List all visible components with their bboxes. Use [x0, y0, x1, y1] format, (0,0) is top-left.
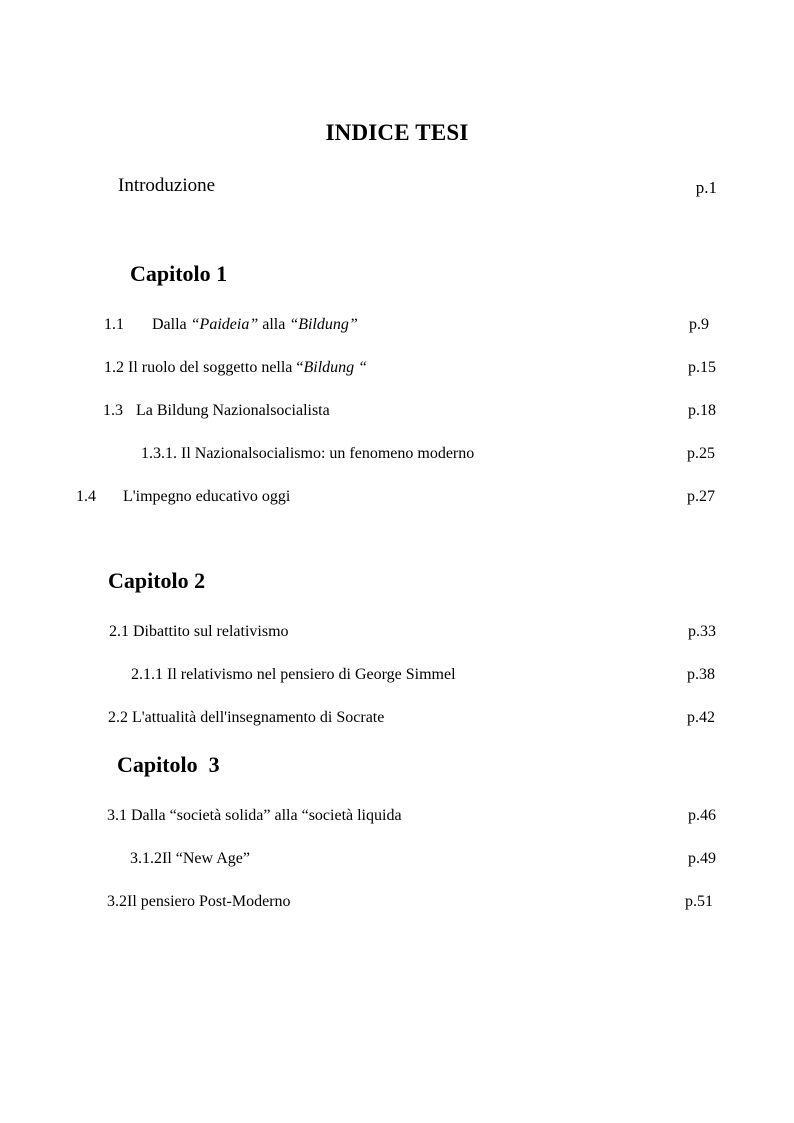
toc-entry-1-2	[104, 359, 367, 377]
chapter-3-heading: Capitolo 3	[117, 752, 220, 777]
entry-number: 1.1	[104, 316, 124, 333]
toc-entry-1-2-page: p.15	[688, 359, 716, 376]
chapter-1-heading: Capitolo 1	[130, 261, 228, 286]
toc-entry-1-3-1: 1.3.1. Il Nazionalsocialismo: un fenomeno moderno	[141, 445, 475, 462]
toc-entry-2-1-1-page: p.38	[687, 666, 715, 683]
entry-italic: “Paideia”	[190, 316, 259, 333]
toc-entry-1-1	[104, 316, 358, 334]
toc-entry-3-1-page: p.46	[688, 807, 716, 824]
toc-entry-1-3	[103, 402, 330, 420]
entry-text: 1.2 Il ruolo del soggetto nella “	[104, 359, 304, 376]
toc-entry-3-1-2-page: p.49	[688, 850, 716, 867]
toc-entry-1-3-page: p.18	[688, 402, 716, 419]
entry-text: alla	[258, 316, 290, 333]
entry-italic: “Bildung”	[289, 316, 358, 333]
toc-entry-1-1-page: p.9	[689, 316, 709, 333]
toc-entry-3-2: 3.2Il pensiero Post-Moderno	[107, 893, 291, 910]
chapter-2-heading: Capitolo 2	[108, 568, 206, 593]
toc-entry-introduction-label: Introduzione	[118, 175, 216, 196]
entry-number: 1.3	[103, 402, 123, 419]
toc-entry-2-2-page: p.42	[687, 709, 715, 726]
entry-italic: Bildung “	[303, 359, 368, 376]
toc-entry-introduction-page: p.1	[695, 178, 717, 197]
entry-text: L'impegno educativo oggi	[123, 488, 291, 505]
entry-text: Dalla	[152, 316, 191, 333]
toc-entry-2-1-1: 2.1.1 Il relativismo nel pensiero di George Simmel	[131, 666, 456, 683]
toc-entry-1-3-1-page: p.25	[687, 445, 715, 462]
toc-entry-3-1-2: 3.1.2Il “New Age”	[130, 850, 250, 867]
toc-entry-3-2-page: p.51	[685, 893, 713, 910]
page-title: INDICE TESI	[325, 120, 469, 145]
toc-entry-1-4	[76, 488, 290, 506]
toc-entry-3-1: 3.1 Dalla “società solida” alla “società liquida	[107, 807, 402, 824]
toc-entry-1-4-page: p.27	[687, 488, 715, 505]
entry-text: La Bildung Nazionalsocialista	[136, 402, 330, 419]
toc-entry-2-1: 2.1 Dibattito sul relativismo	[109, 623, 289, 640]
entry-number: 1.4	[76, 488, 96, 505]
toc-entry-2-2: 2.2 L'attualità dell'insegnamento di Socrate	[108, 709, 385, 726]
toc-entry-2-1-page: p.33	[688, 623, 716, 640]
